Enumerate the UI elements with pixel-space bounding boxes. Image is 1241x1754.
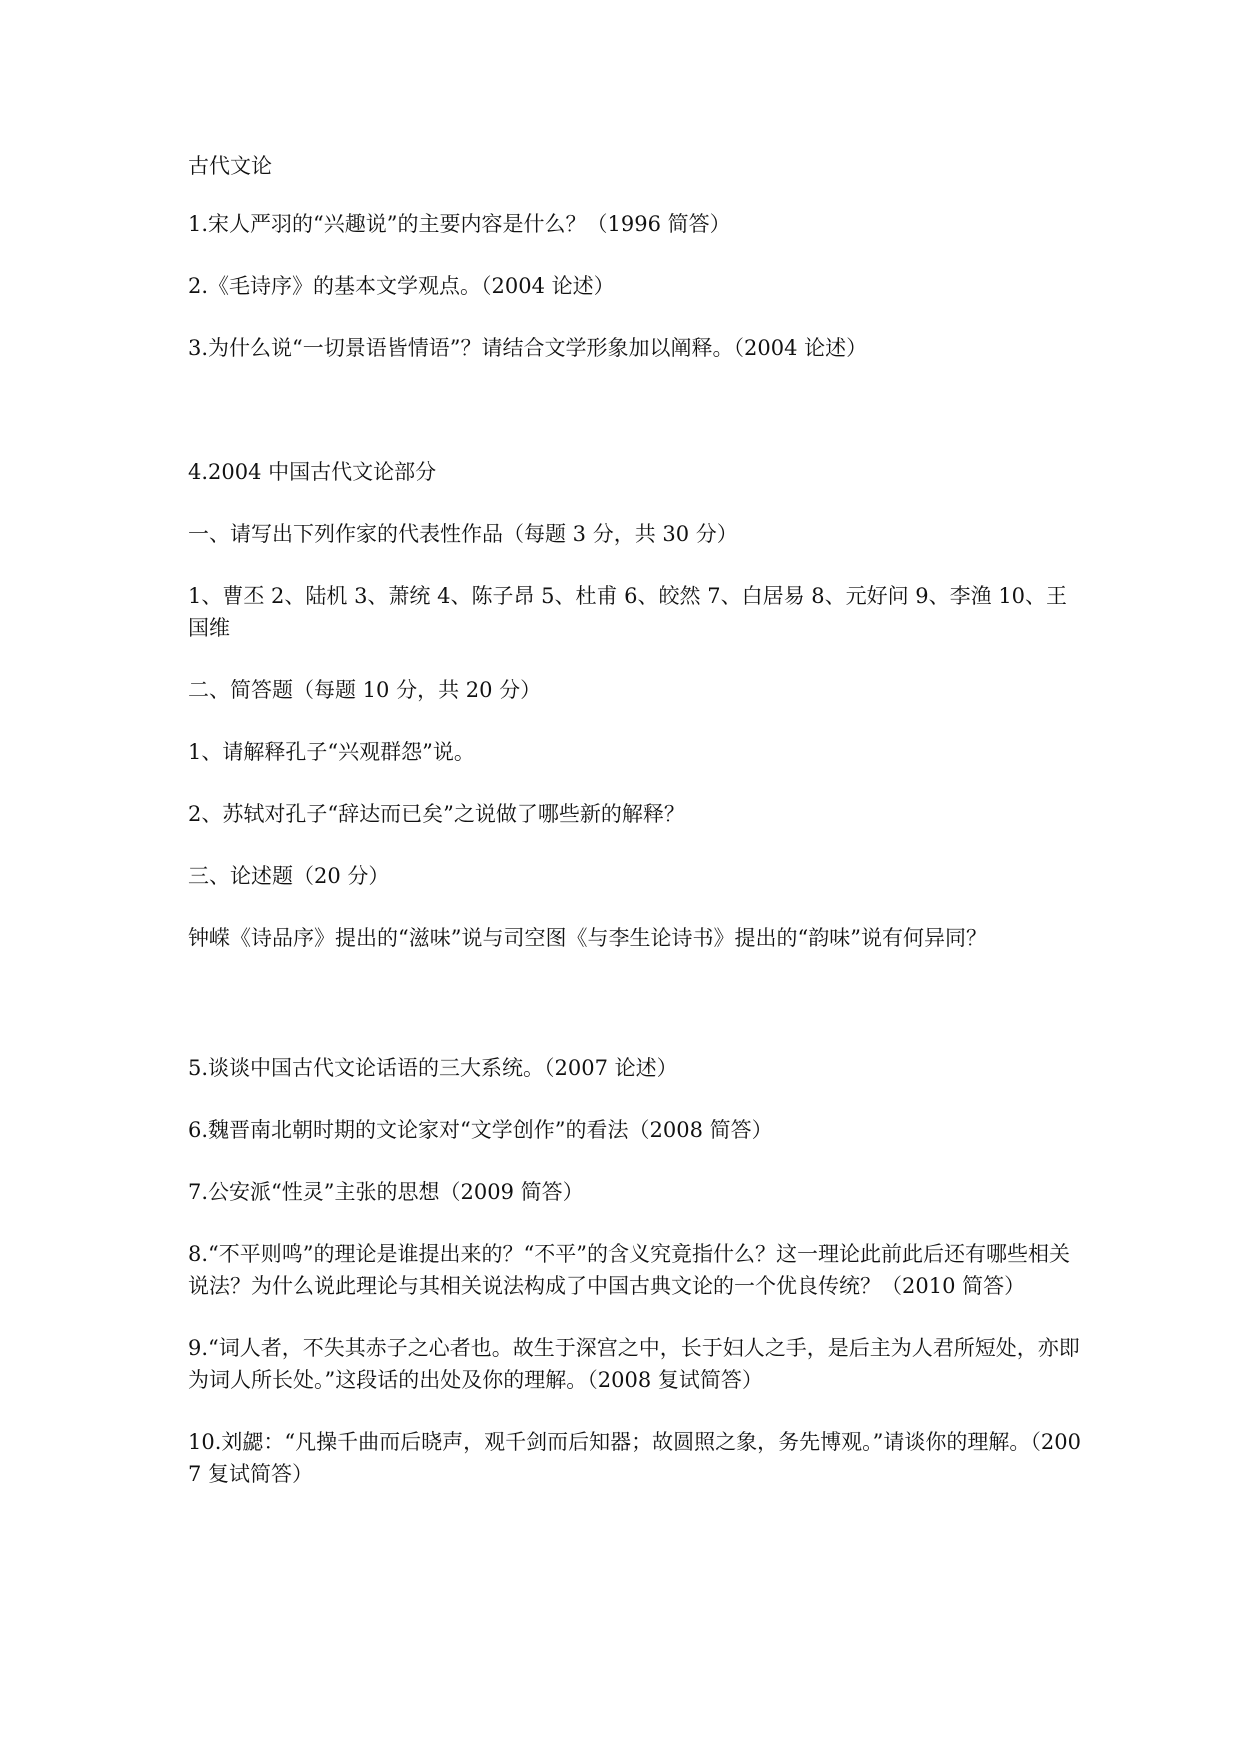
essay-question: 钟嵘《诗品序》提出的“滋味”说与司空图《与李生论诗书》提出的“韵味”说有何异同？ [188, 926, 987, 950]
short-answer-2: 2、苏轼对孔子“辞达而已矣”之说做了哪些新的解释？ [188, 802, 685, 826]
question-7: 7.公安派“性灵”主张的思想（2009 简答） [188, 1180, 584, 1204]
author-list: 1、曹丕 2、陆机 3、萧统 4、陈子昂 5、杜甫 6、皎然 7、白居易 8、元好问 9、李渔 10、王国维 [188, 584, 1068, 640]
question-8: 8.“不平则鸣”的理论是谁提出来的？“不平”的含义究竟指什么？这一理论此前此后还有哪些相关说法？为什么说此理论与其相关说法构成了中国古典文论的一个优良传统？（2010 简答） [188, 1242, 1070, 1298]
question-6: 6.魏晋南北朝时期的文论家对“文学创作”的看法（2008 简答） [188, 1118, 773, 1142]
section-3-heading: 三、论述题（20 分） [188, 864, 390, 888]
question-1: 1.宋人严羽的“兴趣说”的主要内容是什么？（1996 简答） [188, 212, 731, 236]
question-5: 5.谈谈中国古代文论话语的三大系统。（2007 论述） [188, 1056, 678, 1080]
question-4-heading: 4.2004 中国古代文论部分 [188, 460, 437, 484]
document-body [188, 150, 1088, 1490]
question-9: 9.“词人者，不失其赤子之心者也。故生于深宫之中，长于妇人之手，是后主为人君所短处，亦即为词人所长处。”这段话的出处及你的理解。（2008 复试简答） [188, 1336, 1080, 1392]
short-answer-1: 1、请解释孔子“兴观群怨”说。 [188, 740, 475, 764]
question-10: 10.刘勰：“凡操千曲而后晓声，观千剑而后知器；故圆照之象，务先博观。”请谈你的理解。（2007 复试简答） [188, 1430, 1081, 1486]
section-1-heading: 一、请写出下列作家的代表性作品（每题 3 分，共 30 分） [188, 522, 738, 546]
question-3: 3.为什么说“一切景语皆情语”？请结合文学形象加以阐释。（2004 论述） [188, 336, 868, 360]
section-2-heading: 二、简答题（每题 10 分，共 20 分） [188, 678, 542, 702]
document-title: 古代文论 [188, 154, 272, 178]
question-2: 2.《毛诗序》的基本文学观点。（2004 论述） [188, 274, 615, 298]
